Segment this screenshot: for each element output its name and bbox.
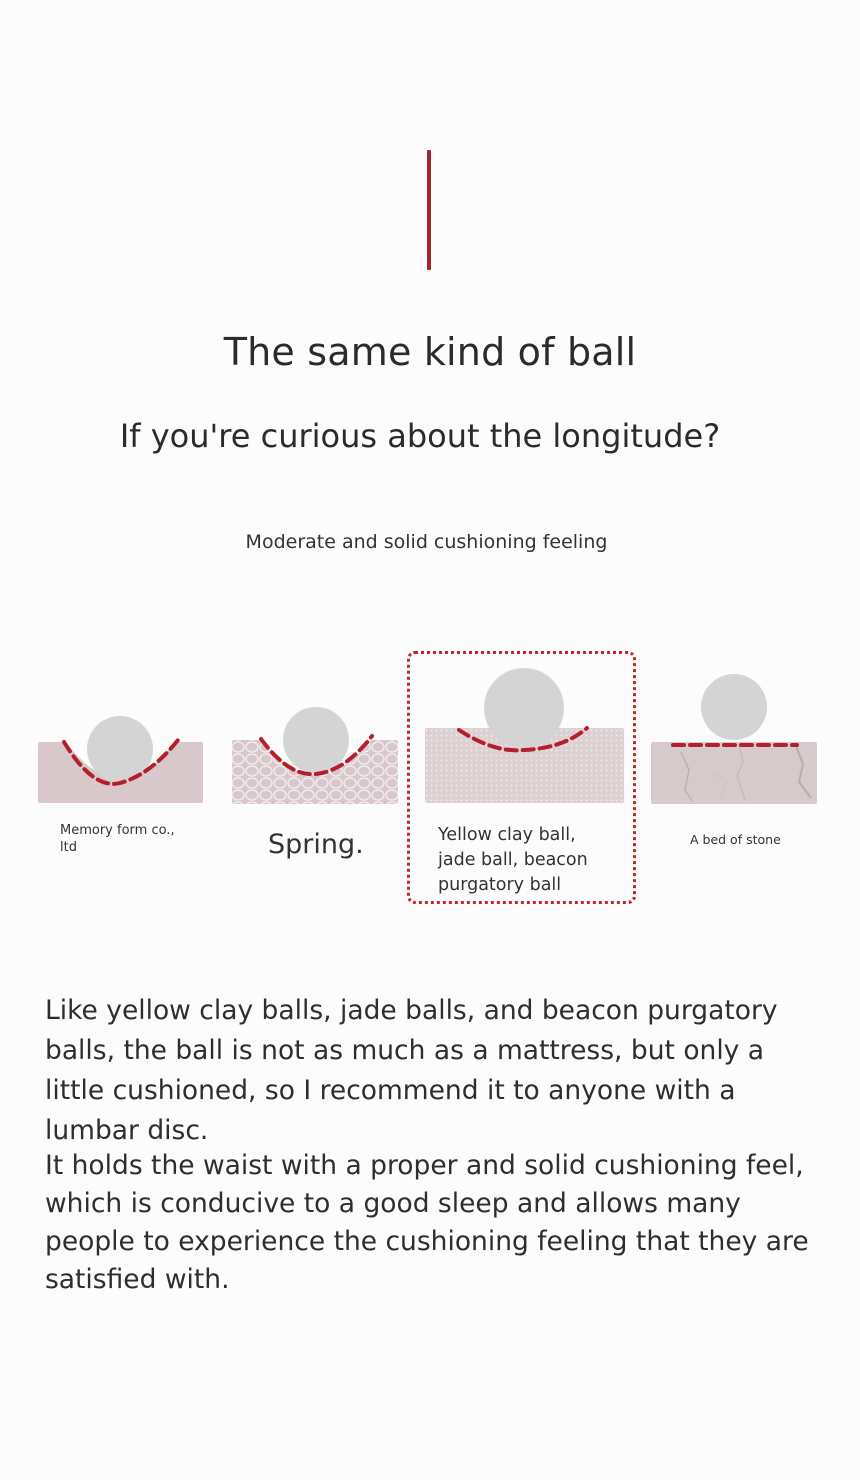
ball-illustration <box>424 668 624 808</box>
body-paragraph-1: Like yellow clay balls, jade balls, and beacon purgatory balls, the ball is not as much as a mattress, but only a little cushioned, so I recommend it to anyone with a lumbar disc. <box>45 995 778 1146</box>
comparison-card-memory-foam <box>38 715 204 860</box>
page-title: The same kind of ball <box>223 330 637 374</box>
card-label-ball: Yellow clay ball, jade ball, beacon purgatory ball <box>438 825 588 895</box>
memory-foam-illustration <box>38 715 204 805</box>
comparison-card-stone <box>651 672 819 852</box>
page-subtitle: If you're curious about the longitude? <box>119 417 721 455</box>
card-label-spring: Spring. <box>268 829 364 860</box>
card-label-memory-foam: Memory form co., ltd <box>60 823 175 855</box>
tagline: Moderate and solid cushioning feeling <box>245 531 608 553</box>
stone-illustration <box>651 672 819 807</box>
comparison-card-ball[interactable] <box>424 668 624 898</box>
comparison-card-spring <box>231 705 399 865</box>
accent-divider <box>427 150 431 270</box>
card-label-stone: A bed of stone <box>690 832 781 847</box>
spring-illustration <box>231 705 399 805</box>
body-paragraph-2: It holds the waist with a proper and solid cushioning feel, which is conducive to a good sleep and allows many people to experience the cushioning feeling that they are satisfied with. <box>45 1150 809 1295</box>
